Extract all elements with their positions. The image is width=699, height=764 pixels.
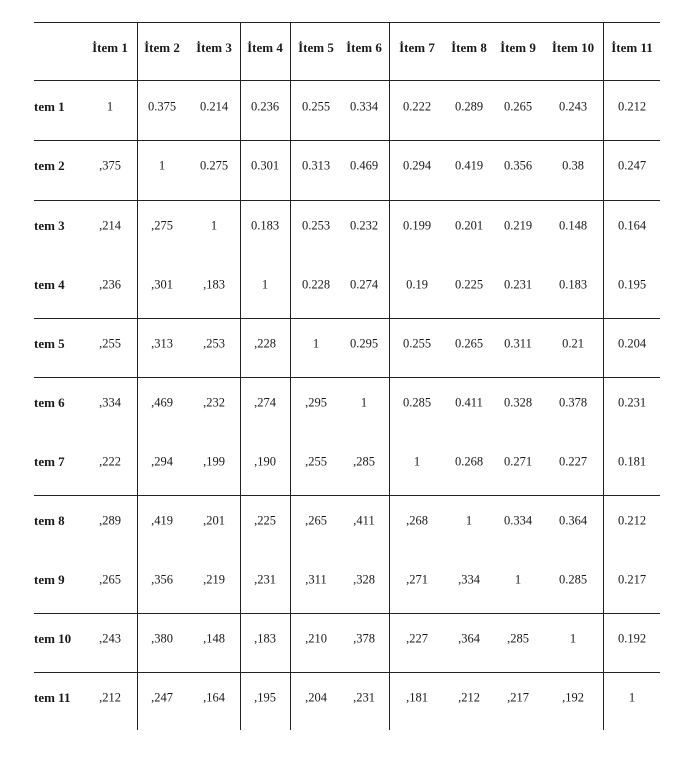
table-cell: ,195 bbox=[254, 690, 276, 705]
table-cell: 0.199 bbox=[402, 218, 432, 233]
table-cell: 0.265 bbox=[503, 99, 533, 114]
table-cell: 0.243 bbox=[558, 99, 588, 114]
table-rule-horizontal bbox=[34, 22, 660, 23]
table-cell: 0.219 bbox=[503, 218, 533, 233]
row-label: tem 11 bbox=[34, 690, 71, 705]
column-header: İtem 6 bbox=[346, 40, 382, 55]
table-cell: 0.195 bbox=[617, 277, 647, 292]
table-rule-vertical bbox=[240, 22, 241, 730]
table-cell: 0.227 bbox=[558, 454, 588, 469]
table-cell: ,192 bbox=[562, 690, 584, 705]
table-cell: 0.301 bbox=[250, 158, 280, 173]
table-cell: 0.231 bbox=[503, 277, 533, 292]
table-cell: ,164 bbox=[203, 690, 225, 705]
table-cell: 1 bbox=[158, 158, 166, 173]
table-cell: ,227 bbox=[406, 631, 428, 646]
table-rule-horizontal bbox=[34, 495, 660, 496]
table-cell: 0.294 bbox=[402, 158, 432, 173]
column-header: İtem 2 bbox=[144, 40, 180, 55]
table-cell: ,231 bbox=[254, 572, 276, 587]
table-cell: ,222 bbox=[99, 454, 121, 469]
table-cell: 0.204 bbox=[617, 336, 647, 351]
table-cell: 0.328 bbox=[503, 395, 533, 410]
column-header: İtem 11 bbox=[611, 40, 653, 55]
table-cell: 1 bbox=[360, 395, 368, 410]
row-label: tem 1 bbox=[34, 99, 65, 114]
table-cell: 0.334 bbox=[349, 99, 379, 114]
table-cell: ,469 bbox=[151, 395, 173, 410]
table-cell: 0.21 bbox=[562, 336, 584, 351]
table-cell: ,265 bbox=[305, 513, 327, 528]
table-cell: ,232 bbox=[203, 395, 225, 410]
table-cell: 0.285 bbox=[402, 395, 432, 410]
table-cell: 0.255 bbox=[402, 336, 432, 351]
table-cell: ,268 bbox=[406, 513, 428, 528]
table-cell: ,301 bbox=[151, 277, 173, 292]
table-cell: ,356 bbox=[151, 572, 173, 587]
table-cell: ,183 bbox=[203, 277, 225, 292]
table-cell: ,253 bbox=[203, 336, 225, 351]
table-cell: ,228 bbox=[254, 336, 276, 351]
table-rule-horizontal bbox=[34, 613, 660, 614]
table-cell: ,271 bbox=[406, 572, 428, 587]
table-cell: 0.181 bbox=[617, 454, 647, 469]
table-cell: ,210 bbox=[305, 631, 327, 646]
table-cell: ,380 bbox=[151, 631, 173, 646]
table-cell: ,225 bbox=[254, 513, 276, 528]
table-cell: ,411 bbox=[353, 513, 375, 528]
table-cell: ,289 bbox=[99, 513, 121, 528]
row-label: tem 6 bbox=[34, 395, 65, 410]
table-cell: ,148 bbox=[203, 631, 225, 646]
table-cell: ,255 bbox=[305, 454, 327, 469]
table-cell: ,378 bbox=[353, 631, 375, 646]
row-label: tem 3 bbox=[34, 218, 65, 233]
table-cell: ,212 bbox=[458, 690, 480, 705]
table-cell: ,328 bbox=[353, 572, 375, 587]
column-header: İtem 4 bbox=[247, 40, 283, 55]
table-cell: 0.214 bbox=[199, 99, 229, 114]
table-cell: 0.228 bbox=[301, 277, 331, 292]
table-cell: 0.255 bbox=[301, 99, 331, 114]
table-rule-horizontal bbox=[34, 318, 660, 319]
table-cell: ,181 bbox=[406, 690, 428, 705]
table-cell: ,375 bbox=[99, 158, 121, 173]
column-header: İtem 5 bbox=[298, 40, 334, 55]
table-cell: 0.285 bbox=[558, 572, 588, 587]
table-rule-vertical bbox=[603, 22, 604, 730]
table-cell: ,190 bbox=[254, 454, 276, 469]
row-label: tem 7 bbox=[34, 454, 65, 469]
table-rule-horizontal bbox=[34, 200, 660, 201]
table-cell: 0.19 bbox=[406, 277, 428, 292]
column-header: İtem 3 bbox=[196, 40, 232, 55]
table-cell: ,204 bbox=[305, 690, 327, 705]
row-label: tem 8 bbox=[34, 513, 65, 528]
table-cell: 0.201 bbox=[454, 218, 484, 233]
table-cell: 1 bbox=[465, 513, 473, 528]
table-cell: ,334 bbox=[99, 395, 121, 410]
table-cell: 0.364 bbox=[558, 513, 588, 528]
table-cell: 0.38 bbox=[562, 158, 584, 173]
table-rule-vertical bbox=[290, 22, 291, 730]
table-cell: 0.222 bbox=[402, 99, 432, 114]
column-header: İtem 7 bbox=[399, 40, 435, 55]
table-cell: ,265 bbox=[99, 572, 121, 587]
table-cell: 1 bbox=[106, 99, 114, 114]
table-cell: 0.274 bbox=[349, 277, 379, 292]
table-cell: ,217 bbox=[507, 690, 529, 705]
table-cell: ,214 bbox=[99, 218, 121, 233]
table-cell: 0.217 bbox=[617, 572, 647, 587]
table-cell: ,236 bbox=[99, 277, 121, 292]
table-cell: ,201 bbox=[203, 513, 225, 528]
row-label: tem 4 bbox=[34, 277, 65, 292]
column-header: İtem 8 bbox=[451, 40, 487, 55]
table-cell: ,334 bbox=[458, 572, 480, 587]
table-cell: ,419 bbox=[151, 513, 173, 528]
column-header: İtem 9 bbox=[500, 40, 536, 55]
table-cell: ,183 bbox=[254, 631, 276, 646]
table-cell: 0.275 bbox=[199, 158, 229, 173]
table-cell: 1 bbox=[569, 631, 577, 646]
table-cell: 0.334 bbox=[503, 513, 533, 528]
table-cell: 0.232 bbox=[349, 218, 379, 233]
table-rule-horizontal bbox=[34, 80, 660, 81]
table-cell: 0.271 bbox=[503, 454, 533, 469]
table-cell: 0.236 bbox=[250, 99, 280, 114]
table-rule-horizontal bbox=[34, 377, 660, 378]
table-cell: 1 bbox=[210, 218, 218, 233]
table-cell: ,243 bbox=[99, 631, 121, 646]
table-cell: 0.289 bbox=[454, 99, 484, 114]
table-cell: ,295 bbox=[305, 395, 327, 410]
table-cell: 0.148 bbox=[558, 218, 588, 233]
table-cell: ,294 bbox=[151, 454, 173, 469]
table-cell: 0.378 bbox=[558, 395, 588, 410]
table-cell: 0.225 bbox=[454, 277, 484, 292]
table-cell: ,219 bbox=[203, 572, 225, 587]
table-cell: 1 bbox=[628, 690, 636, 705]
table-cell: 1 bbox=[514, 572, 522, 587]
table-cell: ,231 bbox=[353, 690, 375, 705]
table-cell: ,313 bbox=[151, 336, 173, 351]
column-header: İtem 10 bbox=[551, 40, 595, 55]
table-cell: ,199 bbox=[203, 454, 225, 469]
table-cell: 0.212 bbox=[617, 513, 647, 528]
table-cell: ,285 bbox=[353, 454, 375, 469]
table-cell: 0.253 bbox=[301, 218, 331, 233]
table-cell: 0.356 bbox=[503, 158, 533, 173]
row-label: tem 9 bbox=[34, 572, 65, 587]
table-rule-horizontal bbox=[34, 672, 660, 673]
row-label: tem 5 bbox=[34, 336, 65, 351]
table-cell: 0.183 bbox=[558, 277, 588, 292]
table-cell: 0.311 bbox=[504, 336, 532, 351]
table-cell: 0.265 bbox=[454, 336, 484, 351]
table-cell: ,247 bbox=[151, 690, 173, 705]
table-cell: 1 bbox=[261, 277, 269, 292]
table-cell: 0.183 bbox=[250, 218, 280, 233]
table-cell: ,285 bbox=[507, 631, 529, 646]
row-label: tem 2 bbox=[34, 158, 65, 173]
table-cell: 0.295 bbox=[349, 336, 379, 351]
table-cell: 0.192 bbox=[617, 631, 647, 646]
table-cell: 0.268 bbox=[454, 454, 484, 469]
table-cell: ,275 bbox=[151, 218, 173, 233]
table-cell: 0.419 bbox=[454, 158, 484, 173]
table-cell: 0.411 bbox=[455, 395, 483, 410]
table-cell: 0.231 bbox=[617, 395, 647, 410]
table-rule-horizontal bbox=[34, 140, 660, 141]
table-cell: 1 bbox=[413, 454, 421, 469]
table-cell: 0.247 bbox=[617, 158, 647, 173]
table-cell: 0.212 bbox=[617, 99, 647, 114]
table-rule-vertical bbox=[389, 22, 390, 730]
table-cell: 0.469 bbox=[349, 158, 379, 173]
table-cell: 0.313 bbox=[301, 158, 331, 173]
table-rule-vertical bbox=[137, 22, 138, 730]
table-cell: ,364 bbox=[458, 631, 480, 646]
row-label: tem 10 bbox=[34, 631, 72, 646]
table-cell: 1 bbox=[312, 336, 320, 351]
table-cell: 0.164 bbox=[617, 218, 647, 233]
table-cell: 0.375 bbox=[147, 99, 177, 114]
table-cell: ,212 bbox=[99, 690, 121, 705]
table-cell: ,255 bbox=[99, 336, 121, 351]
table-cell: ,311 bbox=[305, 572, 327, 587]
column-header: İtem 1 bbox=[92, 40, 128, 55]
table-cell: ,274 bbox=[254, 395, 276, 410]
